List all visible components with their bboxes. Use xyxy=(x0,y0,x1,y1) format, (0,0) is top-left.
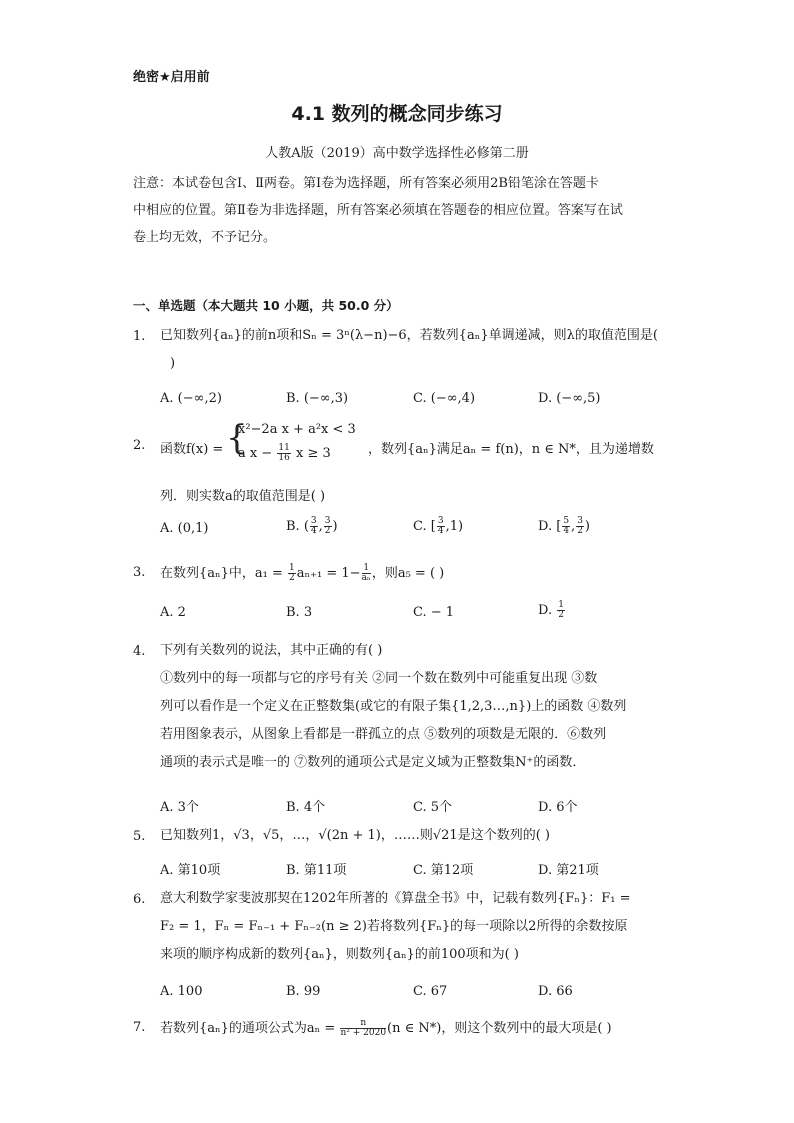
fraction-numerator: 1 xyxy=(363,563,370,573)
page-title: 4.1 数列的概念同步练习 xyxy=(291,103,503,125)
fraction xyxy=(576,517,584,536)
question-line: 列．则实数a的取值范围是( ) xyxy=(160,489,326,504)
fraction-denominator: 4 xyxy=(563,526,570,536)
exam-notice xyxy=(133,170,663,251)
fraction xyxy=(310,517,318,536)
option-letter: C. xyxy=(413,519,427,534)
fraction-denominator: 2 xyxy=(324,526,331,536)
option-c xyxy=(413,517,463,536)
option-letter: B. xyxy=(286,519,300,534)
question-text xyxy=(160,637,665,777)
question-line: 下列有关数列的说法，其中正确的有( ) xyxy=(160,643,383,658)
fraction-numerator: 3 xyxy=(577,516,583,526)
confidential-label: 绝密★启用前 xyxy=(133,70,210,85)
option-b: B. 4个 xyxy=(286,800,326,815)
question-line: 意大利数学家斐波那契在1202年所著的《算盘全书》中，记载有数列{Fₙ}：F₁ = xyxy=(160,891,631,906)
question-part: ，则a₅ = ( ) xyxy=(371,566,445,581)
fraction-numerator: 3 xyxy=(437,516,444,526)
question-number: 6. xyxy=(133,892,146,907)
interval-rest: ,1) xyxy=(445,519,464,534)
option-a: A. (0,1) xyxy=(160,521,209,536)
fraction xyxy=(437,517,445,536)
question-line: 若用图象表示，从图象上看都是一群孤立的点 ⑤数列的项数是无限的．⑥数列 xyxy=(160,727,607,742)
page-subtitle: 人教A版（2019）高中数学选择性必修第二册 xyxy=(265,146,529,161)
fraction-denominator: 2 xyxy=(289,573,295,583)
fraction-denominator: 2 xyxy=(577,526,583,536)
fraction-numerator: 5 xyxy=(563,516,570,526)
fraction-denominator: 2 xyxy=(558,610,564,620)
question-line: 通项的表示式是唯一的 ⑦数列的通项公式是定义域为正整数集N⁺的函数． xyxy=(160,755,586,770)
option-c: C. 第12项 xyxy=(413,863,474,878)
paren: ( xyxy=(303,519,309,534)
question-number: 4. xyxy=(133,644,146,659)
option-b: B. 99 xyxy=(286,984,321,999)
question-number: 3. xyxy=(133,565,146,580)
option-d: D. 66 xyxy=(538,984,573,999)
question-text xyxy=(160,885,665,969)
question-line: 列可以看作是一个定义在正整数集(或它的有限子集{1,2,3…,n})上的函数 ④数列 xyxy=(160,699,627,714)
fraction-denominator: aₙ xyxy=(361,573,371,583)
question-line: F₂ = 1，Fₙ = Fₙ₋₁ + Fₙ₋₂(n ≥ 2)若将数列{Fₙ}的每一项除以2所得的余数按原 xyxy=(160,919,628,934)
option-letter: D. xyxy=(538,603,553,618)
piecewise-case-1: x²−2a x + a²x < 3 xyxy=(238,422,356,437)
separator: , xyxy=(318,519,323,534)
question-number: 1. xyxy=(133,329,146,344)
fraction-numerator: 1 xyxy=(289,563,295,573)
fraction-numerator: 3 xyxy=(324,516,331,526)
option-c: C. 67 xyxy=(413,984,448,999)
fraction xyxy=(288,564,296,583)
option-d: D. 6个 xyxy=(538,800,578,815)
notice-line: 注意：本试卷包含Ⅰ、Ⅱ两卷。第Ⅰ卷为选择题，所有答案必须用2B铅笔涂在答题卡 xyxy=(133,176,599,191)
piecewise-brace: { xyxy=(226,418,248,458)
question-text xyxy=(160,562,444,583)
option-a: A. 3个 xyxy=(160,800,199,815)
fraction-denominator: 4 xyxy=(310,526,317,536)
section-title: 一、单选题（本大题共 10 小题，共 50.0 分） xyxy=(133,298,399,313)
question-line: 来项的顺序构成新的数列{aₙ}，则数列{aₙ}的前100项和为( ) xyxy=(160,947,519,962)
option-a: A. 2 xyxy=(160,605,186,620)
fraction xyxy=(562,517,570,536)
option-b: B. (−∞,3) xyxy=(286,391,349,406)
question-part: 若数列{aₙ}的通项公式为aₙ = xyxy=(160,1021,336,1036)
function-definition: 函数f(x) = xyxy=(160,442,224,457)
option-d xyxy=(538,601,566,620)
option-a: A. (−∞,2) xyxy=(160,391,222,406)
option-b: B. 第11项 xyxy=(286,863,347,878)
question-line: ①数列中的每一项都与它的序号有关 ②同一个数在数列中可能重复出现 ③数 xyxy=(160,671,598,686)
fraction-denominator: 4 xyxy=(437,526,444,536)
paren: ) xyxy=(332,519,338,534)
question-number: 5. xyxy=(133,829,146,844)
fraction xyxy=(324,517,332,536)
fraction-numerator: 11 xyxy=(278,443,290,453)
question-line: ) xyxy=(170,356,176,371)
question-part: 在数列{aₙ}中，a₁ = xyxy=(160,566,283,581)
option-b xyxy=(286,517,338,536)
question-line: ，数列{aₙ}满足aₙ = f(n)，n ∈ N*，且为递增数 xyxy=(368,442,654,457)
fraction xyxy=(557,601,565,620)
option-c: C. 5个 xyxy=(413,800,453,815)
question-text xyxy=(160,822,665,850)
question-line: 已知数列{aₙ}的前n项和Sₙ = 3ⁿ(λ−n)−6，若数列{aₙ}单调递减，则λ的取值范围是( xyxy=(160,328,658,343)
question-line: 已知数列1，√3，√5，…，√(2n + 1)，……则√21是这个数列的( ) xyxy=(160,828,550,843)
fraction xyxy=(362,564,371,583)
notice-line: 中相应的位置。第Ⅱ卷为非选择题，所有答案必须填在答题卷的相应位置。答案写在试 xyxy=(133,203,623,218)
fraction-numerator: n xyxy=(340,1019,386,1029)
question-number: 2. xyxy=(133,438,146,453)
option-d: D. (−∞,5) xyxy=(538,391,601,406)
option-a: A. 100 xyxy=(160,984,203,999)
option-d: D. 第21项 xyxy=(538,863,599,878)
option-d xyxy=(538,517,590,536)
question-text xyxy=(160,322,665,378)
option-c: C. (−∞,4) xyxy=(413,391,476,406)
option-letter: D. xyxy=(538,519,553,534)
question-part: aₙ₊₁ = 1− xyxy=(296,566,361,581)
question-number: 7. xyxy=(133,1020,146,1035)
fraction xyxy=(340,1019,386,1038)
question-text xyxy=(160,1017,612,1038)
paren: [ xyxy=(430,519,436,534)
fraction-numerator: 1 xyxy=(558,600,564,610)
fraction xyxy=(277,444,290,463)
paren: [ xyxy=(556,519,562,534)
option-b: B. 3 xyxy=(286,605,313,620)
option-a: A. 第10项 xyxy=(160,863,221,878)
case2-part: x ≥ 3 xyxy=(295,446,331,461)
case2-part: a x − xyxy=(238,446,273,461)
piecewise-case-2 xyxy=(238,444,331,463)
separator: , xyxy=(571,519,576,534)
option-c: C. − 1 xyxy=(413,605,455,620)
fraction-denominator: n² + 2020 xyxy=(340,1028,387,1038)
notice-line: 卷上均无效，不予记分。 xyxy=(133,230,277,245)
fraction-denominator: 16 xyxy=(278,453,290,463)
question-part: (n ∈ N*)，则这个数列中的最大项是( ) xyxy=(387,1021,612,1036)
paren: ) xyxy=(584,519,590,534)
fraction-numerator: 3 xyxy=(310,516,317,526)
